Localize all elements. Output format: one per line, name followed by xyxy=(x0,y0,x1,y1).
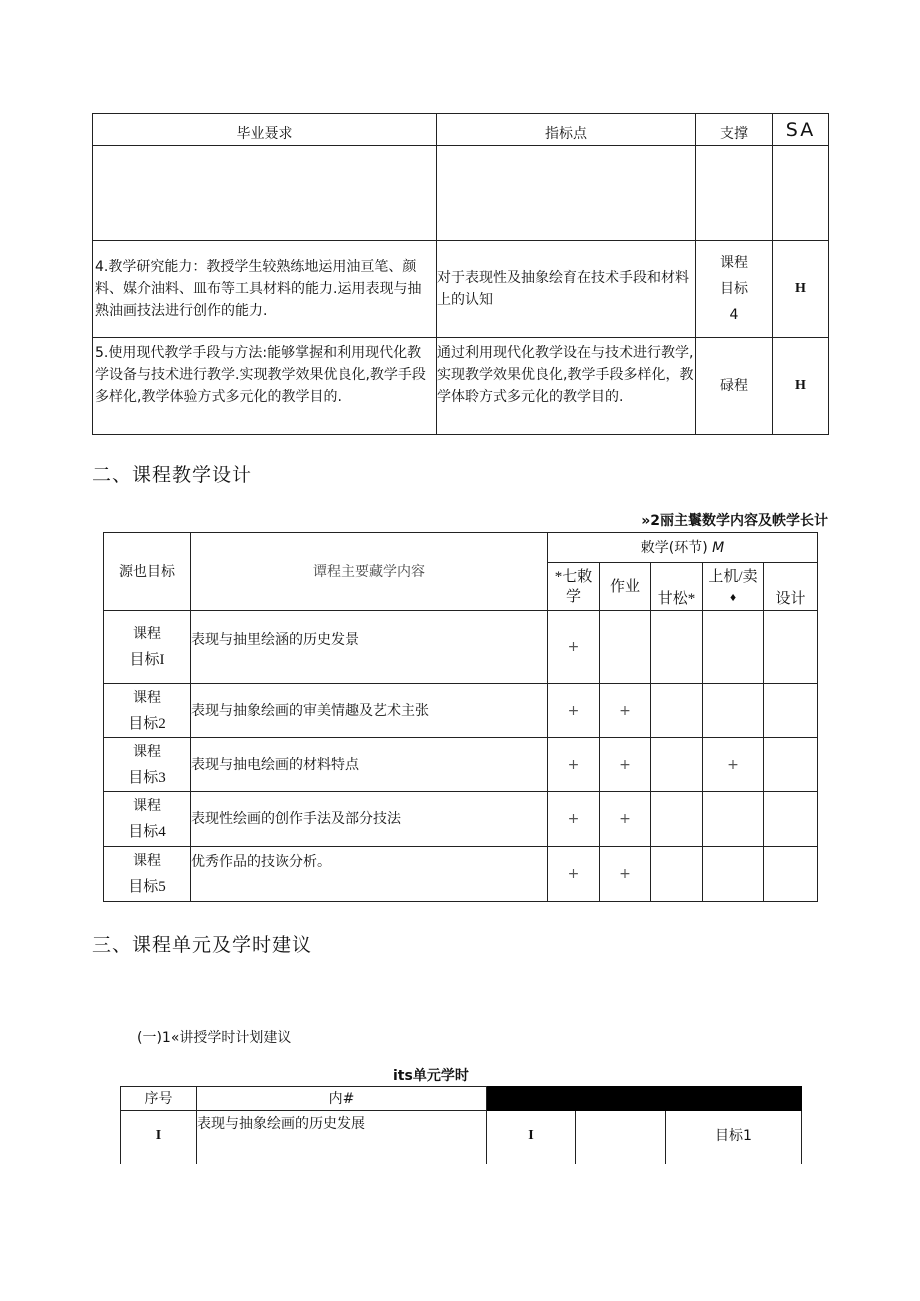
empty-cell xyxy=(773,146,829,241)
header-lab xyxy=(703,563,764,611)
method-group-suffix: M xyxy=(712,539,725,556)
header-no: 序号 xyxy=(121,1087,197,1111)
header-level: SA xyxy=(773,114,829,146)
table-row xyxy=(104,847,818,902)
mark-discussion xyxy=(651,792,703,847)
empty-cell xyxy=(437,146,696,241)
row-content: 表现与抽象绘画的历史发展 xyxy=(197,1111,487,1165)
mark-homework: + xyxy=(600,684,651,738)
header-indicator: 指标点 xyxy=(437,114,696,146)
row-hours: I xyxy=(487,1111,576,1165)
table-caption: its单元学时 xyxy=(393,1068,469,1084)
level-text: H xyxy=(773,338,829,435)
unit-hours-table xyxy=(120,1086,802,1164)
lab-top: 上机/卖 xyxy=(708,568,758,585)
requirement-text: 5.使用现代教学手段与方法:能够掌握和利用现代化教学设备与技术进行教学.实现教学效果优良化,教学手段多样化,教学体验方式多元化的教学目的. xyxy=(93,338,437,435)
indicator-text: 通过利用现代化教学设在与技术进行教学,实现教学效果优良化,教学手段多样化，教学体聆方式多元化的教学目的. xyxy=(437,338,696,435)
requirement-text: 4.教学研究能力：教授学生较熟练地运用油亘笔、颜料、媒介油料、皿布等工具材料的能力.运用表现与抽熟油画技法进行创作的能力. xyxy=(93,241,437,338)
header-support: 支撑 xyxy=(696,114,773,146)
unit-hours-table-wrapper xyxy=(120,1086,802,1164)
support-text xyxy=(696,241,773,338)
table-row xyxy=(104,684,818,738)
method-group-label: 敕学(环节) xyxy=(640,539,708,556)
mark-discussion xyxy=(651,611,703,684)
content-text: 表现与抽电绘画的材料特点 xyxy=(191,738,548,792)
goal-bottom: 目标I xyxy=(129,652,165,668)
content-text: 优秀作品的技诙分析。 xyxy=(191,847,548,902)
mark-design xyxy=(764,847,818,902)
mark-lecture: + xyxy=(548,847,600,902)
header-discussion: 甘松* xyxy=(651,563,703,611)
content-text: 表现与抽里绘涵的历史发景 xyxy=(191,611,548,684)
goal-cell xyxy=(104,738,191,792)
row-extra xyxy=(576,1111,666,1165)
support-text: 碌程 xyxy=(696,338,773,435)
table-row xyxy=(93,241,829,338)
mark-discussion xyxy=(651,738,703,792)
header-content-label: 谭程主要藏学内容 xyxy=(313,565,425,580)
mark-lecture: + xyxy=(548,611,600,684)
mark-homework xyxy=(600,611,651,684)
mark-lab xyxy=(703,792,764,847)
goal-bottom: 目标2 xyxy=(128,715,166,732)
goal-top: 课程 xyxy=(133,798,161,814)
mark-lecture: + xyxy=(548,792,600,847)
mark-lecture: + xyxy=(548,684,600,738)
header-requirement: 毕业聂求 xyxy=(93,114,437,146)
lecture-bottom: 学 xyxy=(565,588,581,605)
table-caption: »2丽主鬟数学内容及帙学长计 xyxy=(641,513,828,529)
section-title: 二、课程教学设计 xyxy=(92,464,253,486)
section-subtitle: (一)1«讲授学时计划建议 xyxy=(137,1030,292,1046)
table-row xyxy=(104,792,818,847)
goal-bottom: 目标5 xyxy=(128,879,166,895)
level-text: H xyxy=(773,241,829,338)
lab-bottom: ♦ xyxy=(729,589,737,604)
header-lecture xyxy=(548,563,600,611)
mark-design xyxy=(764,738,818,792)
support-label: 课程目标4 xyxy=(720,255,748,323)
lecture-top: *七敕 xyxy=(554,568,593,585)
header-goal: 源也目标 xyxy=(104,533,191,611)
content-text: 表现与抽象绘画的审美情趣及艺术主张 xyxy=(191,684,548,738)
indicator-text: 对于表现性及抽象绘育在技术手段和材料上的认知 xyxy=(437,241,696,338)
goal-cell xyxy=(104,847,191,902)
mark-lab: + xyxy=(703,738,764,792)
redacted-header-bar xyxy=(487,1087,802,1111)
content-text: 表现性绘画的创作手法及部分技法 xyxy=(191,792,548,847)
header-content: 内# xyxy=(197,1087,487,1111)
row-goal: 目标1 xyxy=(666,1111,802,1165)
mark-lab xyxy=(703,847,764,902)
course-design-table xyxy=(103,532,818,902)
mark-design xyxy=(764,611,818,684)
mark-homework: + xyxy=(600,738,651,792)
mark-discussion xyxy=(651,847,703,902)
mark-lecture: + xyxy=(548,738,600,792)
goal-cell xyxy=(104,611,191,684)
goal-top: 课程 xyxy=(133,689,161,706)
mark-design xyxy=(764,792,818,847)
goal-top: 课程 xyxy=(133,853,161,869)
header-homework: 作业 xyxy=(600,563,651,611)
goal-cell xyxy=(104,792,191,847)
header-design: 设计 xyxy=(764,563,818,611)
header-method-group xyxy=(548,533,818,563)
table-row xyxy=(104,738,818,792)
mark-discussion xyxy=(651,684,703,738)
table-row xyxy=(121,1111,802,1165)
goal-cell xyxy=(104,684,191,738)
goal-bottom: 目标4 xyxy=(128,824,166,840)
row-no: I xyxy=(121,1111,197,1165)
goal-top: 课程 xyxy=(133,743,161,760)
mark-homework: + xyxy=(600,847,651,902)
table-row xyxy=(93,338,829,435)
mark-lab xyxy=(703,611,764,684)
section-title: 三、课程单元及学时建议 xyxy=(92,934,313,956)
mark-homework: + xyxy=(600,792,651,847)
goal-bottom: 目标3 xyxy=(128,769,166,786)
mark-design xyxy=(764,684,818,738)
table-row xyxy=(104,611,818,684)
empty-cell xyxy=(696,146,773,241)
mark-lab xyxy=(703,684,764,738)
header-content xyxy=(191,533,548,611)
empty-cell xyxy=(93,146,437,241)
goal-top: 课程 xyxy=(133,626,161,642)
graduation-requirements-table xyxy=(92,113,829,435)
